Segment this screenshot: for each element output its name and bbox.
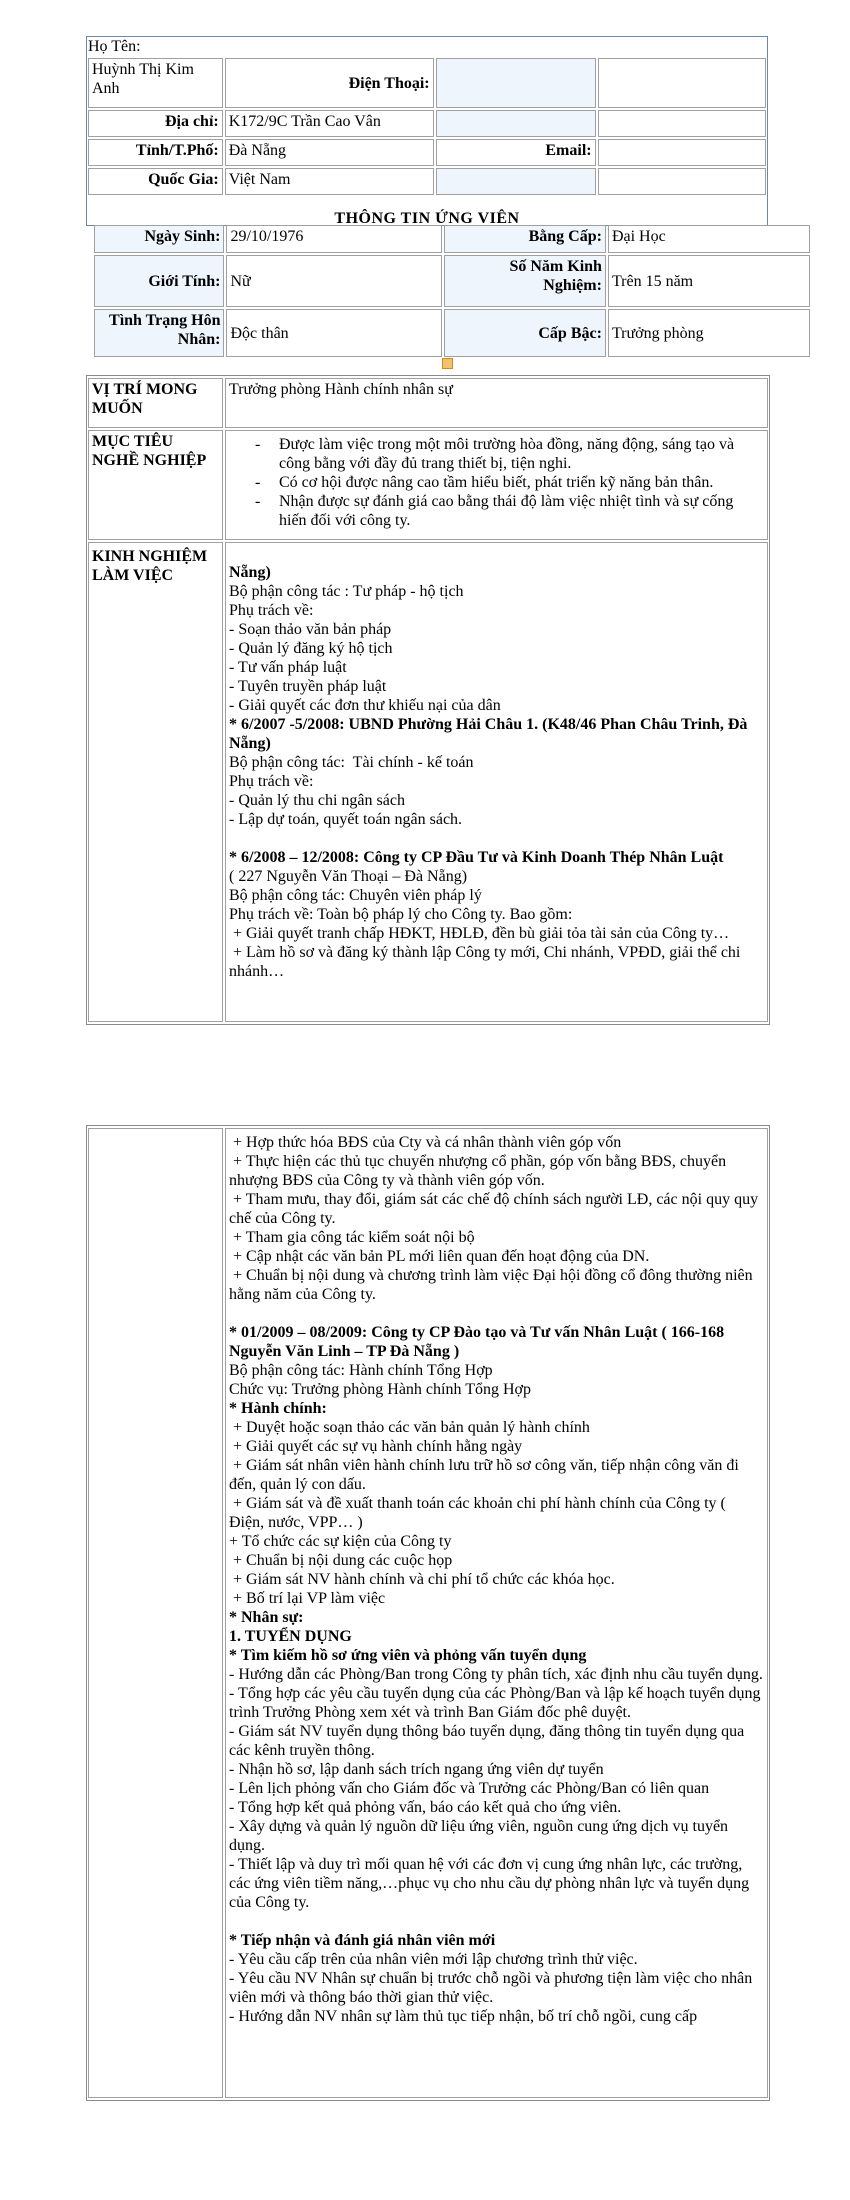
exp-label: Số Năm Kinh Nghiệm:	[444, 255, 606, 307]
contact-blank-3	[598, 110, 766, 137]
experience-line: * Hành chính:	[229, 1400, 327, 1417]
level-value: Trưởng phòng	[608, 309, 810, 357]
experience-line	[229, 829, 764, 848]
experience-line: + Bố trí lại VP làm việc	[229, 1590, 386, 1607]
experience-line: - Lên lịch phỏng vấn cho Giám đốc và Trưởng các Phòng/Ban có liên quan	[229, 1780, 710, 1797]
experience-line: + Hợp thức hóa BĐS của Cty và cá nhân thành viên góp vốn	[229, 1134, 622, 1151]
gender-value: Nữ	[226, 255, 441, 307]
experience-line: ( 227 Nguyễn Văn Thoại – Đà Nẵng)	[229, 868, 468, 885]
experience-line: Bộ phận công tác: Hành chính Tổng Hợp	[229, 1362, 493, 1379]
experience-line: * 01/2009 – 08/2009: Công ty CP Đào tạo và Tư vấn Nhân Luật ( 166-168 Nguyễn Văn Linh – TP Đà Nẵng )	[229, 1324, 729, 1360]
experience-line: + Giám sát NV hành chính và chi phí tổ chức các khóa học.	[229, 1571, 615, 1588]
experience-line: Phụ trách về:	[229, 602, 314, 619]
anchor-icon	[442, 358, 453, 369]
marital-value: Độc thân	[226, 309, 441, 357]
name-label: Họ Tên:	[88, 38, 141, 55]
country-value: Việt Nam	[225, 168, 434, 195]
experience-line: + Chuẩn bị nội dung các cuộc họp	[229, 1552, 453, 1569]
experience-line: Phụ trách về: Toàn bộ pháp lý cho Công ty. Bao gồm:	[229, 906, 573, 923]
experience-line: * Tìm kiếm hồ sơ ứng viên và phỏng vấn tuyển dụng	[229, 1647, 587, 1664]
experience-line: 1. TUYỂN DỤNG	[229, 1628, 352, 1645]
address-value: K172/9C Trần Cao Vân	[225, 110, 434, 137]
country-label: Quốc Gia:	[88, 168, 223, 195]
experience-line: + Chuẩn bị nội dung và chương trình làm việc Đại hội đồng cổ đông thường niên hằng năm của Công ty.	[229, 1267, 757, 1303]
experience-page1	[225, 542, 768, 1022]
experience-line: - Hướng dẫn NV nhân sự làm thủ tục tiếp nhận, bố trí chỗ ngồi, cung cấp	[229, 2008, 698, 2025]
objective-list	[225, 430, 768, 540]
exp-value: Trên 15 năm	[608, 255, 810, 307]
city-value: Đà Nẵng	[225, 139, 434, 166]
experience-label-blank	[88, 1128, 223, 2098]
degree-label: Bằng Cấp:	[444, 225, 606, 253]
email-label: Email:	[436, 139, 596, 166]
contact-blank-4	[436, 168, 596, 195]
experience-line: Phụ trách về:	[229, 773, 314, 790]
experience-line: Bộ phận công tác: Tài chính - kế toán	[229, 754, 474, 771]
position-value: Trưởng phòng Hành chính nhân sự	[225, 378, 768, 428]
experience-line: + Giải quyết tranh chấp HĐKT, HĐLĐ, đền bù giải tỏa tài sản của Công ty…	[229, 925, 730, 942]
experience-line: - Quản lý đăng ký hộ tịch	[229, 640, 393, 657]
experience-line: * Nhân sự:	[229, 1609, 304, 1626]
position-label: VỊ TRÍ MONG MUỐN	[88, 378, 223, 428]
objective-item: - Được làm việc trong một môi trường hòa đồng, năng động, sáng tạo và công bằng với đầy đủ trang thiết bị, tiện nghi.	[279, 435, 764, 473]
info-title: THÔNG TIN ỨNG VIÊN	[334, 210, 520, 223]
experience-line: + Thực hiện các thủ tục chuyển nhượng cổ phần, góp vốn bằng BĐS, chuyển nhượng BĐS của Công ty và thành viên góp vốn.	[229, 1153, 731, 1189]
experience-line: - Yêu cầu cấp trên của nhân viên mới lập chương trình thử việc.	[229, 1951, 638, 1968]
experience-line: * 6/2007 -5/2008: UBND Phường Hải Châu 1. (K48/46 Phan Châu Trinh, Đà Nẵng)	[229, 716, 752, 752]
level-label: Cấp Bậc:	[444, 309, 606, 357]
experience-line: - Tổng hợp các yêu cầu tuyển dụng của các Phòng/Ban và lập kế hoạch tuyển dụng trình Trưởng Phòng xem xét và trình Ban Giám đốc phê duyệt.	[229, 1685, 765, 1721]
name-value: Huỳnh Thị Kim Anh	[88, 58, 223, 108]
experience-line: + Tham gia công tác kiểm soát nội bộ	[229, 1229, 475, 1246]
body-table-page2	[86, 1126, 770, 2100]
city-label: Tỉnh/T.Phố:	[88, 139, 223, 166]
experience-line: - Quản lý thu chi ngân sách	[229, 792, 405, 809]
experience-line: - Lập dự toán, quyết toán ngân sách.	[229, 811, 463, 828]
phone-value	[436, 58, 596, 108]
email-value	[598, 139, 766, 166]
contact-blank-1	[598, 58, 766, 108]
contact-table	[86, 56, 768, 197]
gender-label: Giới Tính:	[94, 255, 224, 307]
experience-line: - Tư vấn pháp luật	[229, 659, 347, 676]
experience-line: Bộ phận công tác : Tư pháp - hộ tịch	[229, 583, 464, 600]
marital-label: Tình Trạng Hôn Nhân:	[94, 309, 224, 357]
experience-line: - Xây dựng và quản lý nguồn dữ liệu ứng viên, nguồn cung ứng dịch vụ tuyển dụng.	[229, 1818, 733, 1854]
experience-line: * 6/2008 – 12/2008: Công ty CP Đầu Tư và Kinh Doanh Thép Nhân Luật	[229, 849, 724, 866]
dob-label: Ngày Sinh:	[94, 225, 224, 253]
experience-line: + Tham mưu, thay đổi, giám sát các chế độ chính sách người LĐ, các nội quy quy chế của Công ty.	[229, 1191, 763, 1227]
objective-item: - Nhận được sự đánh giá cao bằng thái độ làm việc nhiệt tình và sự cống hiến đối với công ty.	[279, 492, 764, 530]
experience-line: Bộ phận công tác: Chuyên viên pháp lý	[229, 887, 482, 904]
experience-line: - Thiết lập và duy trì mối quan hệ với các đơn vị cung ứng nhân lực, các trường, các ứng viên tiềm năng,…phục vụ cho nhu cầu dự phòng nhân lực và tuyển dụng của Công ty.	[229, 1856, 754, 1911]
contact-blank-5	[598, 168, 766, 195]
experience-line: + Duyệt hoặc soạn thảo các văn bản quản lý hành chính	[229, 1419, 590, 1436]
experience-line: + Làm hồ sơ và đăng ký thành lập Công ty mới, Chi nhánh, VPĐD, giải thể chi nhánh…	[229, 944, 745, 980]
experience-line: Nẵng)	[229, 564, 271, 581]
experience-line: - Nhận hồ sơ, lập danh sách trích ngang ứng viên dự tuyển	[229, 1761, 604, 1778]
dob-value: 29/10/1976	[226, 225, 441, 253]
experience-line: - Yêu cầu NV Nhân sự chuẩn bị trước chỗ ngồi và phương tiện làm việc cho nhân viên mới và thông báo thời gian thử việc.	[229, 1970, 757, 2006]
contact-blank-2	[436, 110, 596, 137]
experience-line	[229, 1912, 764, 1931]
experience-line: * Tiếp nhận và đánh giá nhân viên mới	[229, 1932, 496, 1949]
degree-value: Đại Học	[608, 225, 810, 253]
info-table	[92, 223, 812, 359]
experience-line: + Tổ chức các sự kiện của Công ty	[229, 1533, 452, 1550]
experience-line: - Tuyên truyền pháp luật	[229, 678, 387, 695]
experience-page2	[225, 1128, 768, 2098]
experience-line: + Giải quyết các sự vụ hành chính hằng ngày	[229, 1438, 523, 1455]
body-table-page1	[86, 376, 770, 1024]
experience-label: KINH NGHIỆM LÀM VIỆC	[88, 542, 223, 1022]
objective-label: MỤC TIÊU NGHỀ NGHIỆP	[88, 430, 223, 540]
experience-line: - Giám sát NV tuyển dụng thông báo tuyển dụng, đăng thông tin tuyển dụng qua các kênh truyền thông.	[229, 1723, 749, 1759]
experience-line: - Tổng hợp kết quả phỏng vấn, báo cáo kết quả cho ứng viên.	[229, 1799, 622, 1816]
objective-item: - Có cơ hội được nâng cao tầm hiểu biết, phát triển kỹ năng bản thân.	[279, 473, 764, 492]
experience-line	[229, 1304, 764, 1323]
experience-line: Chức vụ: Trưởng phòng Hành chính Tổng Hợp	[229, 1381, 531, 1398]
address-label: Địa chỉ:	[88, 110, 223, 137]
experience-line: + Cập nhật các văn bản PL mới liên quan đến hoạt động của DN.	[229, 1248, 650, 1265]
experience-line: - Hướng dẫn các Phòng/Ban trong Công ty phân tích, xác định nhu cầu tuyển dụng.	[229, 1666, 763, 1683]
experience-line: + Giám sát nhân viên hành chính lưu trữ hồ sơ công văn, tiếp nhận công văn đi đến, quản lý con dấu.	[229, 1457, 743, 1493]
experience-line: - Giải quyết các đơn thư khiếu nại của dân	[229, 697, 501, 714]
experience-line: + Giám sát và đề xuất thanh toán các khoản chi phí hành chính của Công ty ( Điện, nước, VPP… )	[229, 1495, 730, 1531]
experience-line: - Soạn thảo văn bản pháp	[229, 621, 392, 638]
phone-label: Điện Thoại:	[225, 58, 434, 108]
